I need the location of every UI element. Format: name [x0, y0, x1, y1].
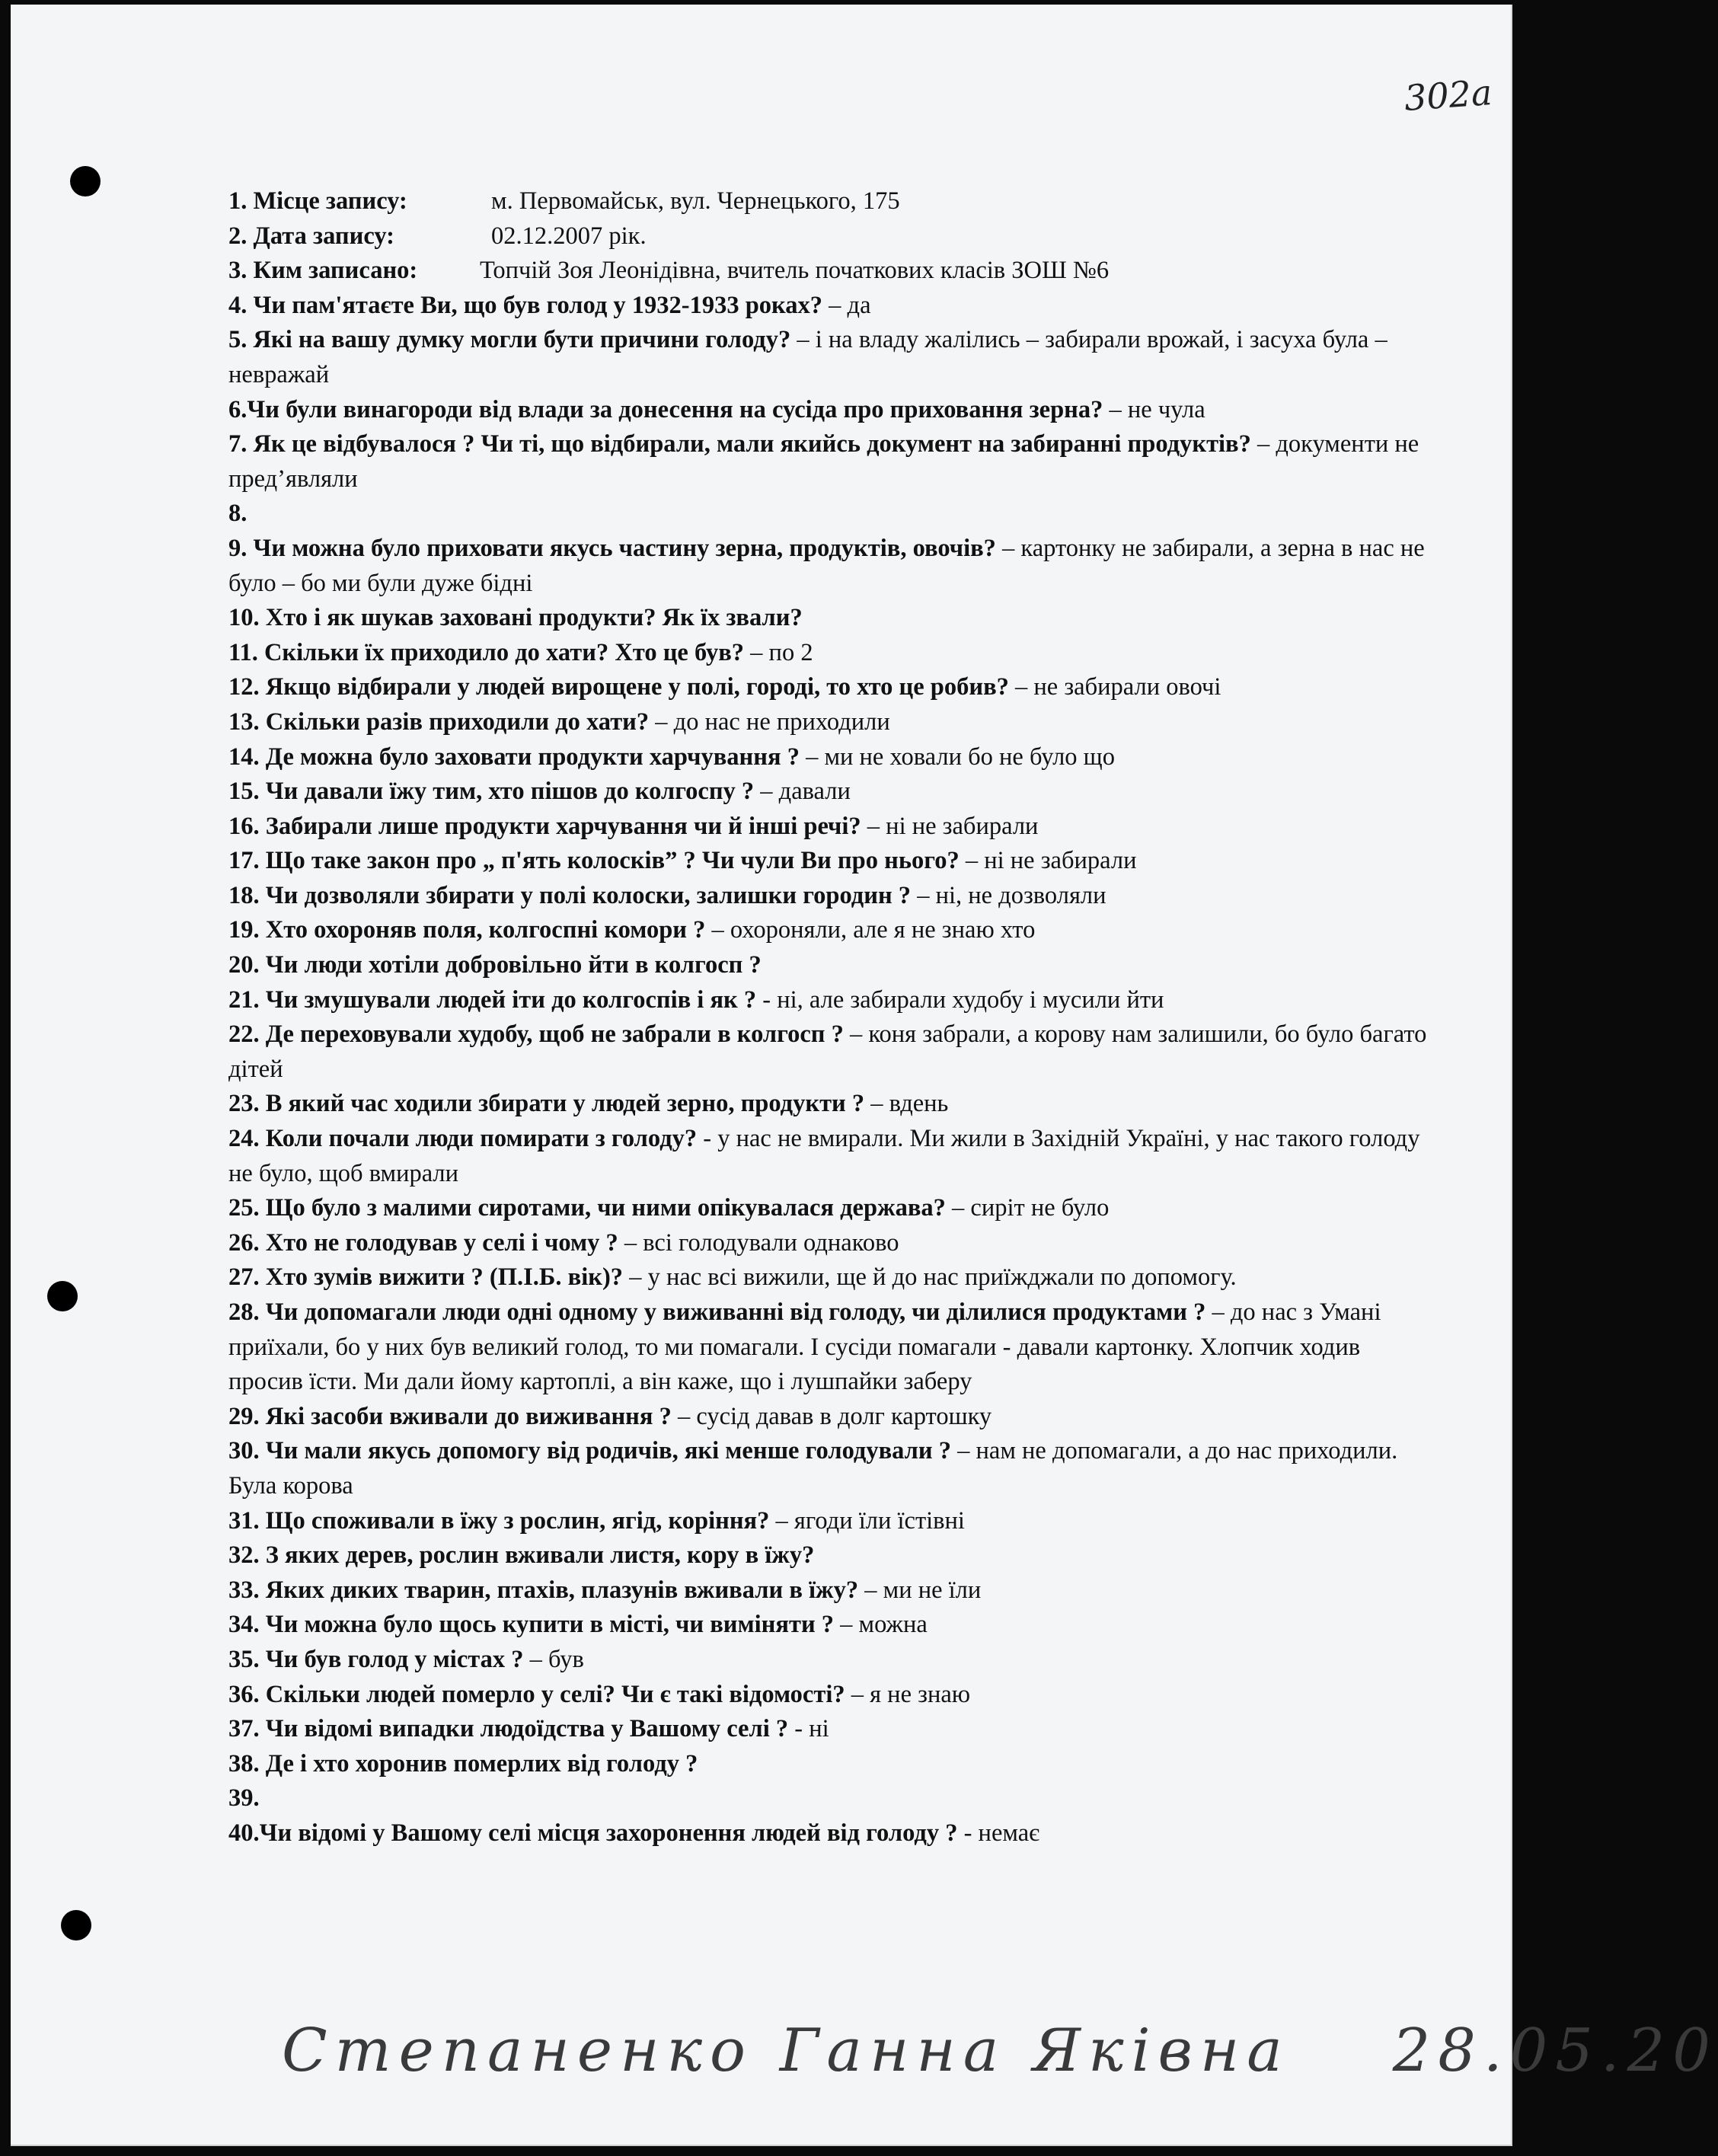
question-text: 17. Що таке закон про „ п'ять колосків” ? Чи чули Ви про нього? [228, 847, 960, 875]
question-text: 39. [228, 1784, 260, 1813]
answer-text: - ні, але забирали худобу і мусили йти [756, 985, 1164, 1014]
question-item [228, 1191, 1439, 1226]
question-item [228, 1122, 1439, 1191]
question-text: 11. Скільки їх приходило до хати? Хто це був? [228, 638, 745, 666]
question-item [228, 1781, 1439, 1816]
answer-text: – да [822, 291, 871, 319]
answer-text: – ні не забирали [861, 812, 1039, 840]
archive-number: 302а [1403, 72, 1493, 119]
answer-text: – у нас всі вижили, ще й до нас приїжджали по допомогу. [623, 1263, 1237, 1292]
metadata-value: м. Первомайськ, вул. Чернецького, 175 [491, 187, 900, 215]
signature-name: Степаненко Ганна Яківна [282, 2017, 1290, 2085]
punch-hole [61, 1910, 91, 1940]
answer-text: – не забирали овочі [1008, 673, 1221, 701]
answer-text: – до нас не приходили [649, 707, 890, 736]
answer-text: – сиріт не було [945, 1194, 1110, 1222]
question-item [228, 1643, 1439, 1678]
signature-date: 28.05.20 [1392, 2017, 1718, 2085]
question-item [228, 1816, 1439, 1851]
answer-text: – і на владу жалілись – забирали врожай, і засуха була – невражай [228, 326, 1387, 388]
answer-text: – можна [834, 1611, 928, 1639]
question-item [228, 323, 1439, 392]
question-text: 14. Де можна було заховати продукти харчування ? [228, 743, 800, 771]
question-item [228, 1226, 1439, 1261]
answer-text: – по 2 [744, 638, 813, 666]
answer-text: - ні [788, 1715, 829, 1743]
question-text: 40.Чи відомі у Вашому селі місця захоронення людей від голоду ? [228, 1819, 958, 1847]
metadata-row [228, 254, 1439, 289]
question-text: 33. Яких диких тварин, птахів, плазунів вживали в їжу? [228, 1576, 859, 1604]
answer-text: – вдень [864, 1090, 949, 1118]
question-text: 12. Якщо відбирали у людей вирощене у полі, городі, то хто це робив? [228, 673, 1009, 701]
answer-text: – до нас з Умані приїхали, бо у них був великий голод, то ми помагали. І сусіди помагали - давали картонку. Хлопчик ходив просив їсти. Ми дали йому картоплі, а він каже, що і лушпайки заберу [228, 1298, 1381, 1396]
question-text: 26. Хто не голодував у селі і чому ? [228, 1228, 618, 1257]
record-metadata [228, 184, 1439, 289]
metadata-label: 2. Дата запису: [228, 222, 394, 250]
answer-text: - у нас не вмирали. Ми жили в Західній Україні, у нас такого голоду не було, щоб вмирали [228, 1125, 1420, 1187]
question-text: 7. Як це відбувалося ? Чи ті, що відбирали, мали якийсь документ на забиранні продуктів? [228, 430, 1251, 458]
handwritten-signature [282, 2017, 1718, 2085]
question-item [228, 844, 1439, 879]
answer-text: – всі голодували однаково [618, 1228, 899, 1257]
answer-text: – я не знаю [845, 1680, 971, 1708]
question-text: 36. Скільки людей померло у селі? Чи є такі відомості? [228, 1680, 845, 1708]
answer-text: – ми не ховали бо не було що [799, 743, 1115, 771]
question-text: 35. Чи був голод у містах ? [228, 1645, 524, 1673]
answer-text: – охороняли, але я не знаю хто [705, 916, 1036, 944]
question-item [228, 775, 1439, 810]
answer-text: – ягоди їли їстівні [769, 1506, 965, 1535]
answer-text: – картонку не забирали, а зерна в нас не було – бо ми були дуже бідні [228, 534, 1425, 597]
question-text: 25. Що було з малими сиротами, чи ними опікувалася держава? [228, 1194, 946, 1222]
question-text: 28. Чи допомагали люди одні одному у виживанні від голоду, чи ділилися продуктами ? [228, 1298, 1206, 1326]
question-item [228, 879, 1439, 914]
question-item [228, 289, 1439, 324]
question-text: 8. [228, 500, 247, 528]
metadata-label: 3. Ким записано: [228, 257, 418, 285]
question-text: 31. Що споживали в їжу з рослин, ягід, коріння? [228, 1506, 770, 1535]
question-item [228, 1017, 1439, 1087]
question-item [228, 740, 1439, 775]
question-text: 38. Де і хто хоронив померлих від голоду ? [228, 1749, 698, 1778]
punch-hole [70, 166, 101, 196]
metadata-row [228, 184, 1439, 219]
question-text: 32. З яких дерев, рослин вживали листя, кору в їжу? [228, 1541, 815, 1570]
question-text: 13. Скільки разів приходили до хати? [228, 707, 650, 736]
question-item [228, 670, 1439, 705]
metadata-row [228, 219, 1439, 254]
questionnaire [228, 184, 1439, 1851]
question-item [228, 636, 1439, 671]
question-item [228, 532, 1439, 601]
question-text: 6.Чи були винагороди від влади за донесення на сусіда про приховання зерна? [228, 395, 1103, 423]
question-text: 18. Чи дозволяли збирати у полі колоски, залишки городин ? [228, 881, 912, 909]
question-item [228, 1747, 1439, 1782]
punch-hole [47, 1281, 78, 1311]
question-item [228, 1678, 1439, 1713]
answer-text: – був [523, 1645, 584, 1673]
question-item [228, 705, 1439, 740]
question-text: 24. Коли почали люди помирати з голоду? [228, 1125, 698, 1153]
question-item [228, 948, 1439, 983]
answer-text: – ми не їли [858, 1576, 982, 1604]
question-item [228, 601, 1439, 636]
answer-text: – ні, не дозволяли [911, 881, 1106, 909]
question-item [228, 1608, 1439, 1643]
question-item [228, 1712, 1439, 1747]
answer-text: - немає [957, 1819, 1040, 1847]
question-text: 5. Які на вашу думку могли бути причини голоду? [228, 326, 791, 354]
question-item [228, 810, 1439, 845]
question-item [228, 983, 1439, 1018]
question-text: 21. Чи змушували людей іти до колгоспів і як ? [228, 985, 757, 1014]
answer-text: – документи не пред’являли [228, 430, 1419, 493]
answer-text: – не чула [1103, 395, 1205, 423]
question-item [228, 497, 1439, 532]
question-item [228, 1260, 1439, 1295]
question-text: 30. Чи мали якусь допомогу від родичів, які менше голодували ? [228, 1437, 951, 1465]
question-item [228, 427, 1439, 497]
metadata-value: Топчій Зоя Леонідівна, вчитель початкових класів ЗОШ №6 [480, 257, 1110, 285]
question-text: 4. Чи пам'ятаєте Ви, що був голод у 1932-1933 роках? [228, 291, 823, 319]
question-item [228, 1295, 1439, 1400]
question-text: 20. Чи люди хотіли добровільно йти в колгосп ? [228, 951, 762, 979]
question-item [228, 393, 1439, 428]
question-text: 15. Чи давали їжу тим, хто пішов до колгоспу ? [228, 778, 755, 806]
metadata-label: 1. Місце запису: [228, 187, 407, 215]
question-item [228, 913, 1439, 948]
answer-text: – давали [754, 778, 851, 806]
question-text: 22. Де переховували худобу, щоб не забрали в колгосп ? [228, 1021, 844, 1049]
question-text: 9. Чи можна було приховати якусь частину зерна, продуктів, овочів? [228, 534, 996, 562]
question-list [228, 289, 1439, 1851]
question-item [228, 1400, 1439, 1435]
question-text: 29. Які засоби вживали до виживання ? [228, 1402, 672, 1430]
question-text: 34. Чи можна було щось купити в місті, чи виміняти ? [228, 1611, 835, 1639]
question-text: 19. Хто охороняв поля, колгоспні комори ? [228, 916, 706, 944]
answer-text: – сусід давав в долг картошку [671, 1402, 992, 1430]
question-item [228, 1504, 1439, 1539]
question-item [228, 1087, 1439, 1122]
answer-text: – коня забрали, а корову нам залишили, бо було багато дітей [228, 1021, 1427, 1083]
question-text: 27. Хто зумів вижити ? (П.І.Б. вік)? [228, 1263, 624, 1292]
question-text: 37. Чи відомі випадки людоїдства у Вашому селі ? [228, 1715, 789, 1743]
answer-text: – ні не забирали [959, 847, 1137, 875]
question-item [228, 1434, 1439, 1503]
metadata-value: 02.12.2007 рік. [491, 222, 647, 250]
question-text: 23. В який час ходили збирати у людей зерно, продукти ? [228, 1090, 865, 1118]
question-text: 10. Хто і як шукав заховані продукти? Як їх звали? [228, 604, 803, 632]
answer-text: – нам не допомагали, а до нас приходили. Була корова [228, 1437, 1398, 1500]
question-item [228, 1573, 1439, 1608]
question-item [228, 1538, 1439, 1573]
question-text: 16. Забирали лише продукти харчування чи й інші речі? [228, 812, 861, 840]
